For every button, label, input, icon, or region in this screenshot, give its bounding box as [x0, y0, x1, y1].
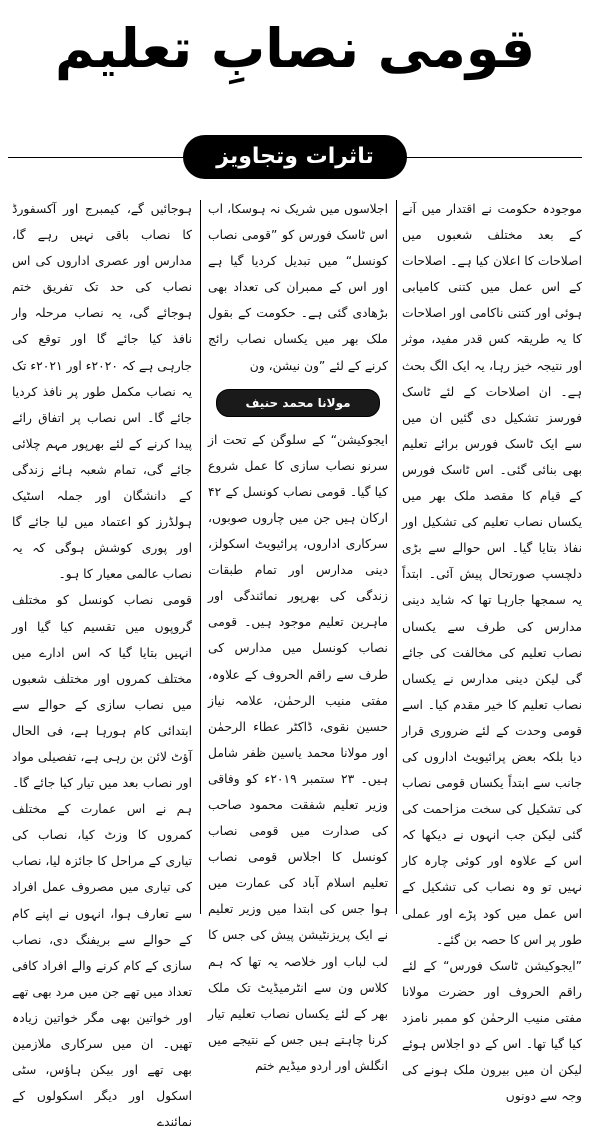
article-columns	[8, 196, 584, 1130]
author-byline: مولانا محمد حنیف جالندھری	[216, 389, 380, 417]
subtitle-band	[0, 135, 590, 181]
paragraph: قومی نصاب کونسل کو مختلف گروپوں میں تقسیم کیا گیا اور انہیں بتایا گیا کہ اس ادارے میں مختلف کمروں اور مختلف شعبوں میں نصاب سازی کے حوالے سے ابتدائی کام ہورہا ہے، فی الحال آؤٹ لائن بن رہی ہے، تفصیلی مواد اور نصاب بعد میں تیار کیا جائے گا۔ ہم نے اس عمارت کے مختلف کمروں کا وزٹ کیا، نصاب کی تیاری کے مراحل کا جائزہ لیا، نصاب کی تیاری میں مصروف عمل افراد سے تعارف ہوا، انہوں نے اپنے کام کے حوالے سے بریفنگ دی، نصاب سازی کے کام کرنے والے افراد کافی تعداد میں تھے جن میں مرد بھی تھے اور خواتین بھی مگر خواتین زیادہ تھیں۔ ان میں سرکاری ملازمین بھی تھے اور بیکن ہاؤس، سٹی اسکول اور دیگر اسکولوں کے نمائندے	[12, 593, 192, 1130]
column-right	[402, 196, 582, 1104]
column-middle	[208, 196, 388, 1073]
page-title: قومی نصابِ تعلیم	[54, 17, 536, 80]
paragraph: موجودہ حکومت نے اقتدار میں آنے کے بعد مختلف شعبوں میں اصلاحات کا اعلان کیا ہے۔ اصلاحات کے اس عمل میں کتنی کامیابی ہوئی اور کتنی ناکامی اور اصلاحات کا یہ طریقہ کس قدر مفید، موثر اور نتیجہ خیز رہا، یہ ایک الگ بحث ہے۔ ان اصلاحات کے لئے ٹاسک فورسز تشکیل دی گئیں ان میں سے ایک ٹاسک فورس برائے تعلیم بھی بنائی گئی۔ اس ٹاسک فورس کے قیام کا مقصد ملک بھر میں یکساں نصاب تعلیم کی تشکیل اور نفاذ بتایا گیا۔ اس حوالے سے بڑی دلچسپ صورتحال پیش آئی۔ ابتداً یہ سمجھا جارہا تھا کہ شاید دینی مدارس کی طرف سے یکساں نصاب تعلیم کی مخالفت کی جائے گی لیکن دینی مدارس نے یکساں نصاب تعلیم کا خیر مقدم کیا۔ اسے قومی وحدت کے لئے ضروری قرار دیا بلکہ بعض پرائیویٹ اداروں کی جانب سے ابتداً یکساں قومی نصاب کی تشکیل کی سخت مزاحمت کی گئی لیکن جب انہوں نے دیکھا کہ اس کے علاوہ اور کوئی چارہ کار نہیں تو وہ نصاب کی تشکیل کے اس عمل میں کود پڑے اور عملی طور پر اس کا حصہ بن گئے۔	[402, 202, 582, 947]
column-left	[12, 196, 192, 1130]
subtitle-badge: تاثرات وتجاویز	[183, 135, 407, 179]
paragraph: ایجوکیشن“ کے سلوگن کے تحت از سرنو نصاب سازی کا عمل شروع کیا گیا۔ قومی نصاب کونسل کے ۴۲ ارکان ہیں جن میں چاروں صوبوں، سرکاری اداروں، پرائیویٹ اسکولز، دینی مدارس اور تمام طبقات زندگی کی بھرپور نمائندگی اور ماہرین تعلیم موجود ہیں۔ قومی نصاب کونسل میں مدارس کی طرف سے راقم الحروف کے علاوہ، مفتی منیب الرحمٰن، علامہ نیاز حسین نقوی، ڈاکٹر عطاء الرحمٰن اور مولانا محمد یاسین ظفر شامل ہیں۔ ۲۳ ستمبر ۲۰۱۹ء کو وفاقی وزیر تعلیم شفقت محمود صاحب کی صدارت میں قومی نصاب کونسل کا اجلاس قومی نصاب تعلیم اسلام آباد کی عمارت میں ہوا جس کی ابتدا میں وزیر تعلیم نے ایک پریزنٹیشن پیش کی جس کا لب لباب اور خلاصہ یہ تھا کہ ہم کلاس ون سے انٹرمیڈیٹ تک ملک بھر کے لئے یکساں نصاب تعلیم تیار کرنا چاہتے ہیں جس کے نتیجے میں انگلش اور اردو میڈیم ختم	[208, 432, 388, 1073]
column-divider	[396, 200, 397, 914]
paragraph: ”ایجوکیشن ٹاسک فورس“ کے لئے راقم الحروف اور حضرت مولانا مفتی منیب الرحمٰن کو ممبر نامزد کیا گیا تھا۔ اس کے دو اجلاس ہوئے لیکن ان میں بیرون ملک ہونے کی وجہ سے دونوں	[402, 958, 582, 1104]
column-divider	[200, 200, 201, 914]
paragraph: اجلاسوں میں شریک نہ ہوسکا، اب اس ٹاسک فورس کو ”قومی نصاب کونسل“ میں تبدیل کردیا گیا ہے اور اس کے ممبران کی تعداد بھی بڑھادی گئی ہے۔ حکومت کے بقول ملک بھر میں یکساں نصاب رائج کرنے کے لئے ”ون نیشن، ون	[208, 202, 388, 373]
paragraph: ہوجائیں گے، کیمبرج اور آکسفورڈ کا نصاب باقی نہیں رہے گا، مدارس اور عصری اداروں کی اس نصاب کی حد تک تفریق ختم ہوجائے گی، یہ نصاب مرحلہ وار نافذ کیا جائے گا اور توقع کی جارہی ہے کہ ۲۰۲۰ء اور ۲۰۲۱ء تک یہ نصاب مکمل طور پر نافذ کردیا جائے گا۔ اس نصاب پر اتفاق رائے پیدا کرنے کے لئے بھرپور مہم چلائی جائے گی، تمام شعبہ ہائے زندگی کے دانشگان اور جملہ اسٹیک ہولڈرز کو اعتماد میں لیا جائے گا اور پوری کوشش ہوگی کہ یہ نصاب عالمی معیار کا ہو۔	[12, 202, 192, 582]
